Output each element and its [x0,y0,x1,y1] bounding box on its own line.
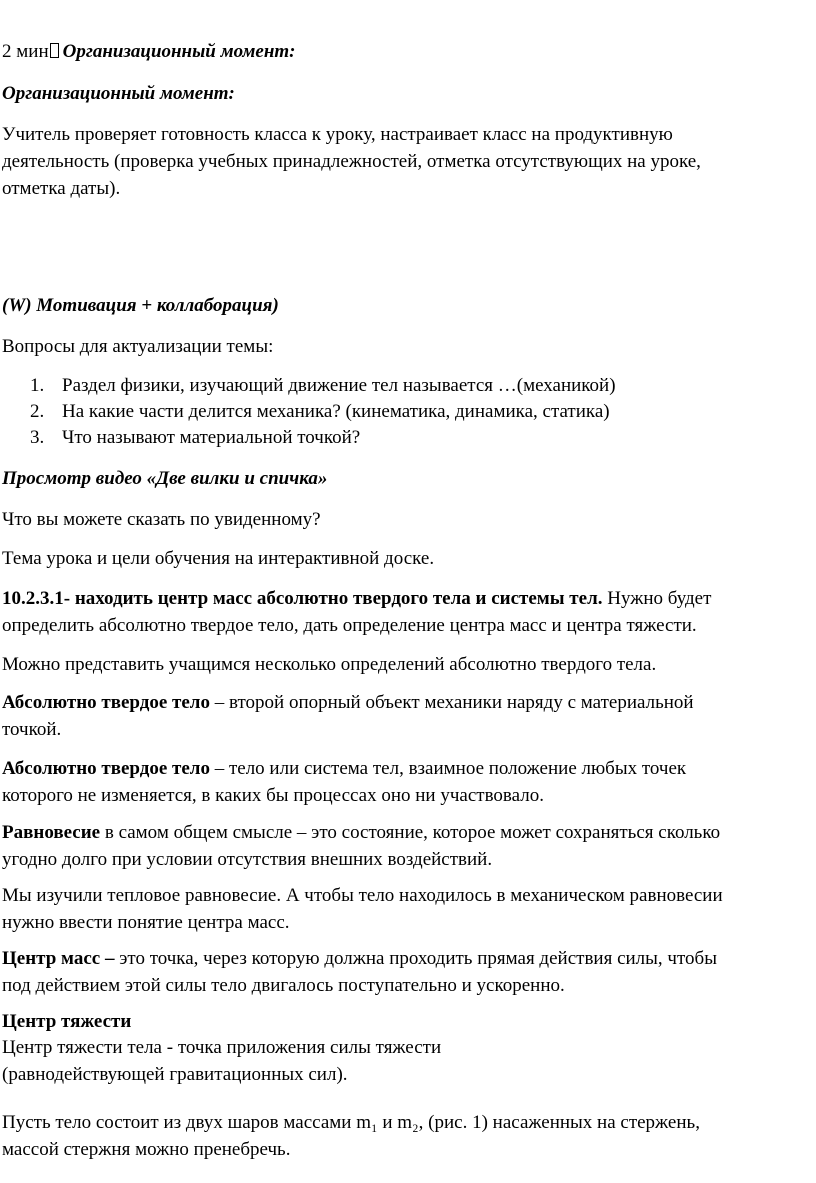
question-text-3: Что называют материальной точкой? [62,427,361,448]
header-title: Организационный момент: [62,41,296,62]
thermal-line-1: Мы изучили тепловое равновесие. А чтобы тело находилось в механическом равновесии [2,885,723,906]
def3-line-1 [2,819,720,846]
question-text-2: На какие части делится механика? (кинематика, динамика, статика) [62,401,610,422]
question-text-1: Раздел физики, изучающий движение тел называется …(механикой) [62,375,616,396]
lesson-topic: Тема урока и цели обучения на интерактивной доске. [2,548,435,569]
def4-rest: это точка, через которую должна проходить прямая действия силы, чтобы [114,948,717,969]
header-time: 2 мин [2,41,49,62]
def1-line-1 [2,689,694,716]
org-line-3: отметка даты). [2,178,121,199]
def3-line-2: угодно долго при условии отсутствия внешних воздействий. [2,849,493,870]
def4-line-1 [2,945,717,972]
video-question: Что вы можете сказать по увиденному? [2,509,321,530]
motivation-heading: (W) Мотивация + коллаборация) [2,295,279,316]
example-line-2: массой стержня можно пренебречь. [2,1139,291,1160]
question-number-3: 3. [30,427,45,448]
gravity-line-1: Центр тяжести тела - точка приложения силы тяжести [2,1037,442,1058]
def3-rest: в самом общем смысле – это состояние, которое может сохраняться сколько [100,822,721,843]
goal-line-1 [2,585,711,612]
missing-glyph-icon [50,43,59,58]
gravity-heading: Центр тяжести [2,1011,132,1032]
goal-code: 10.2.3.1- находить центр масс абсолютно твердого тела и системы тел. [2,588,603,609]
goal-line-2: определить абсолютно твердое тело, дать определение центра масс и центра тяжести. [2,615,697,636]
question-number-2: 2. [30,401,45,422]
def4-term: Центр масс – [2,948,115,969]
def1-line-2: точкой. [2,719,62,740]
def1-term: Абсолютно твердое тело [2,692,210,713]
header-line [2,38,296,65]
def3-term: Равновесие [2,822,101,843]
def4-line-2: под действием этой силы тело двигалось поступательно и ускоренно. [2,975,565,996]
def2-line-2: которого не изменяется, в каких бы процессах оно ни участвовало. [2,785,544,806]
questions-intro: Вопросы для актуализации темы: [2,336,274,357]
def2-term: Абсолютно твердое тело [2,758,210,779]
def2-line-1 [2,755,686,782]
goal-rest: Нужно будет [602,588,712,609]
video-heading: Просмотр видео «Две вилки и спичка» [2,468,328,489]
example-line-1: Пусть тело состоит из двух шаров массами m₁ и m₂, (рис. 1) насаженных на стержень, [2,1112,700,1133]
org-line-1: Учитель проверяет готовность класса к уроку, настраивает класс на продуктивную [2,124,673,145]
def1-rest: – второй опорный объект механики наряду с материальной [209,692,694,713]
thermal-line-2: нужно ввести понятие центра масс. [2,912,290,933]
question-number-1: 1. [30,375,45,396]
org-heading: Организационный момент: [2,83,235,104]
org-line-2: деятельность (проверка учебных принадлежностей, отметка отсутствующих на уроке, [2,151,701,172]
def2-rest: – тело или система тел, взаимное положение любых точек [209,758,687,779]
gravity-line-2: (равнодействующей гравитационных сил). [2,1064,348,1085]
definitions-intro: Можно представить учащимся несколько определений абсолютно твердого тела. [2,654,657,675]
